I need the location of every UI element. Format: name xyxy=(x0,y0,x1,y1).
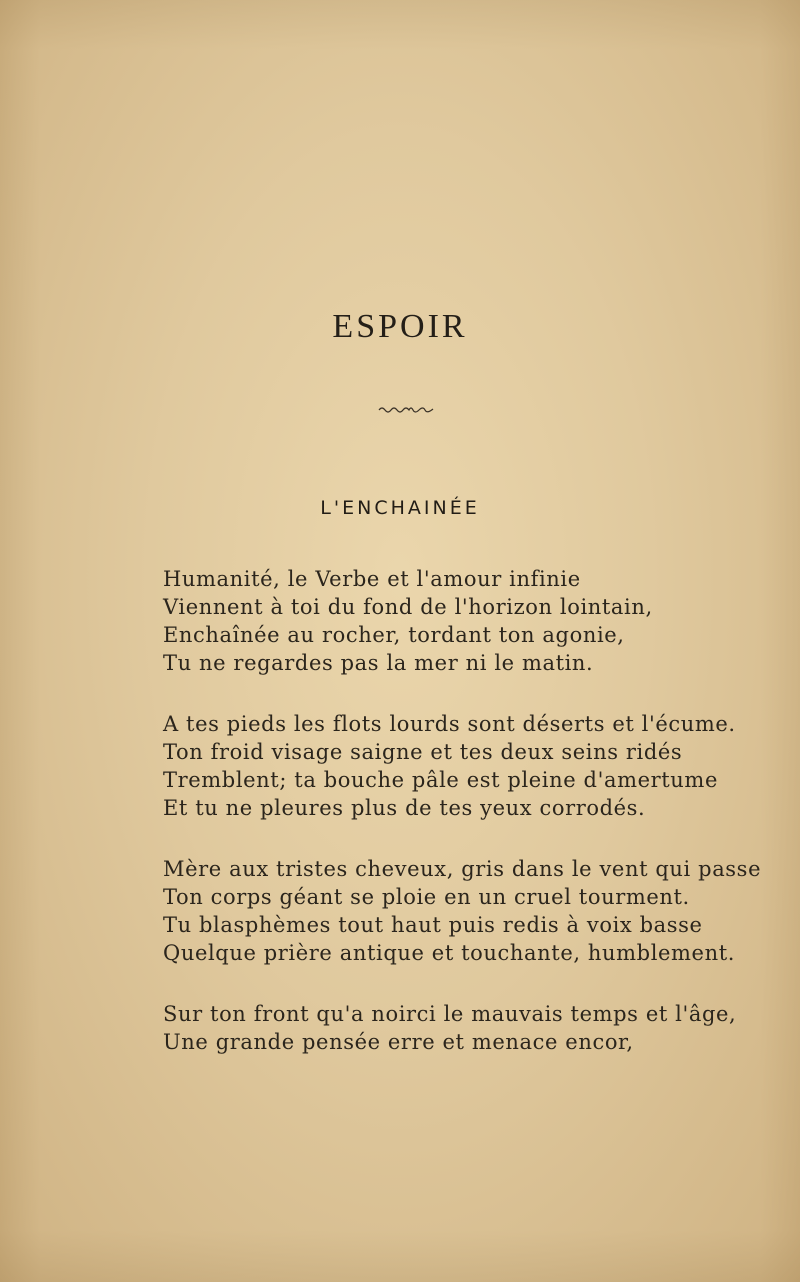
page-title: ESPOIR xyxy=(332,308,468,345)
verse-line: Humanité, le Verbe et l'amour infinie xyxy=(163,567,581,591)
verse-line: Ton corps géant se ploie en un cruel tourment. xyxy=(163,885,690,909)
poem-body xyxy=(163,565,763,1089)
stanza xyxy=(163,855,763,967)
verse-line: Viennent à toi du fond de l'horizon lointain, xyxy=(163,595,653,619)
verse-line: Une grande pensée erre et menace encor, xyxy=(163,1030,634,1054)
verse-line: Tu ne regardes pas la mer ni le matin. xyxy=(163,651,594,675)
stanza xyxy=(163,710,763,822)
stanza xyxy=(163,1000,763,1056)
verse-line: Et tu ne pleures plus de tes yeux corrodés. xyxy=(163,796,646,820)
poem-title: L'ENCHAINÉE xyxy=(320,497,480,519)
verse-line: A tes pieds les flots lourds sont déserts et l'écume. xyxy=(163,712,736,736)
verse-line: Sur ton front qu'a noirci le mauvais temps et l'âge, xyxy=(163,1002,737,1026)
verse-line: Tu blasphèmes tout haut puis redis à voix basse xyxy=(163,913,703,937)
verse-line: Mère aux tristes cheveux, gris dans le vent qui passe xyxy=(163,857,762,881)
verse-line: Tremblent; ta bouche pâle est pleine d'amertume xyxy=(163,768,718,792)
verse-line: Enchaînée au rocher, tordant ton agonie, xyxy=(163,623,625,647)
ornament-divider-icon xyxy=(378,404,434,414)
stanza xyxy=(163,565,763,677)
verse-line: Quelque prière antique et touchante, humblement. xyxy=(163,941,736,965)
verse-line: Ton froid visage saigne et tes deux seins ridés xyxy=(163,740,683,764)
